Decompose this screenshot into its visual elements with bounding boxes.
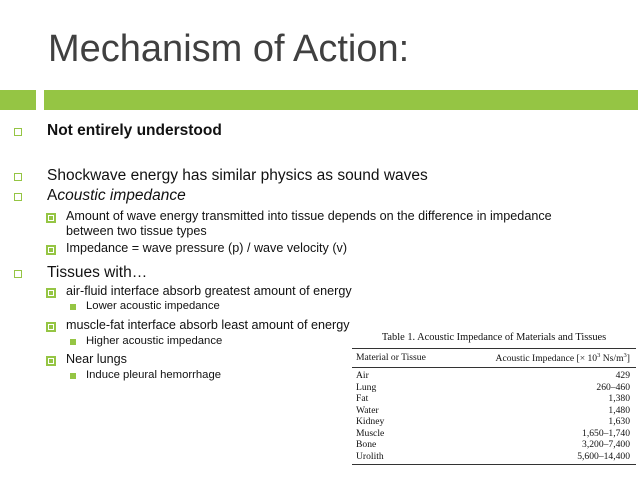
table-row xyxy=(352,416,636,428)
sub-bullet-near-lungs: Near lungs xyxy=(66,352,127,366)
sub-sub-bullet-pleural-hemorrhage: Induce pleural hemorrhage xyxy=(86,369,222,381)
table-body xyxy=(352,368,636,464)
table-cell-value: 260–460 xyxy=(596,381,630,393)
header-exponent: 3 xyxy=(597,352,601,359)
sub-sub-bullet-marker-icon xyxy=(70,373,76,379)
bullet-tissues-with: Tissues with… xyxy=(47,264,148,281)
table-cell-material: Urolith xyxy=(356,450,384,462)
sub-bullet-marker-icon xyxy=(46,245,56,255)
table-cell-value: 429 xyxy=(615,370,630,382)
table-row xyxy=(352,451,636,463)
sub-sub-bullet-marker-icon xyxy=(70,304,76,310)
table-bottom-rule xyxy=(352,464,636,465)
sub-bullet-impedance-formula: Impedance = wave pressure (p) / wave velocity (v) xyxy=(66,241,348,255)
table-cell-material: Muscle xyxy=(356,427,385,439)
impedance-table xyxy=(352,332,636,465)
sub-bullet-marker-icon xyxy=(46,356,56,366)
table-row xyxy=(352,405,636,417)
table-cell-value: 1,480 xyxy=(608,404,630,416)
table-cell-value: 3,200–7,400 xyxy=(582,439,630,451)
header-bracket: ] xyxy=(626,353,630,365)
bullet-marker-icon xyxy=(14,270,22,278)
bullet-marker-icon xyxy=(14,193,22,201)
sub-bullet-marker-icon xyxy=(46,213,56,223)
table-cell-material: Lung xyxy=(356,381,377,393)
table-header-impedance xyxy=(496,352,630,364)
sub-bullet-energy-transmitted-cont: between two tissue types xyxy=(66,224,207,238)
table-cell-material: Fat xyxy=(356,393,369,405)
sub-bullet-air-fluid: air-fluid interface absorb greatest amount of energy xyxy=(66,284,352,298)
slide-title: Mechanism of Action: xyxy=(48,28,410,70)
sub-bullet-marker-icon xyxy=(46,288,56,298)
header-impedance-text: Acoustic Impedance [× 10 xyxy=(495,353,598,365)
table-header-material: Material or Tissue xyxy=(356,352,426,363)
table-cell-material: Bone xyxy=(356,439,377,451)
bullet-marker-icon xyxy=(14,128,22,136)
table-header-row xyxy=(352,349,636,367)
sub-bullet-marker-icon xyxy=(46,322,56,332)
table-cell-material: Kidney xyxy=(356,416,385,428)
table-cell-value: 1,630 xyxy=(608,416,630,428)
table-row xyxy=(352,428,636,440)
header-units-exponent: 3 xyxy=(623,352,627,359)
table-caption: Table 1. Acoustic Impedance of Materials and Tissues xyxy=(381,332,607,343)
table-row xyxy=(352,393,636,405)
table-row xyxy=(352,439,636,451)
table-cell-value: 1,380 xyxy=(608,393,630,405)
sub-sub-bullet-higher-impedance: Higher acoustic impedance xyxy=(86,335,223,347)
bullet-acoustic-impedance xyxy=(47,187,186,205)
bullet-not-understood: Not entirely understood xyxy=(47,122,222,139)
bullet-marker-icon xyxy=(14,173,22,181)
table-cell-material: Air xyxy=(356,370,369,382)
table-cell-value: 1,650–1,740 xyxy=(582,427,630,439)
sub-bullet-energy-transmitted: Amount of wave energy transmitted into tissue depends on the difference in impedance xyxy=(66,209,552,223)
table-row xyxy=(352,382,636,394)
table-cell-material: Water xyxy=(356,404,379,416)
sub-sub-bullet-marker-icon xyxy=(70,339,76,345)
sub-sub-bullet-lower-impedance: Lower acoustic impedance xyxy=(86,300,220,312)
acoustic-impedance-text: Acoustic impedance xyxy=(47,187,186,204)
table-cell-value: 5,600–14,400 xyxy=(577,450,630,462)
table-row xyxy=(352,370,636,382)
bullet-shockwave-physics: Shockwave energy has similar physics as sound waves xyxy=(47,167,428,184)
sub-bullet-muscle-fat: muscle-fat interface absorb least amount of energy xyxy=(66,318,350,332)
header-units: Ns/m xyxy=(600,353,624,365)
